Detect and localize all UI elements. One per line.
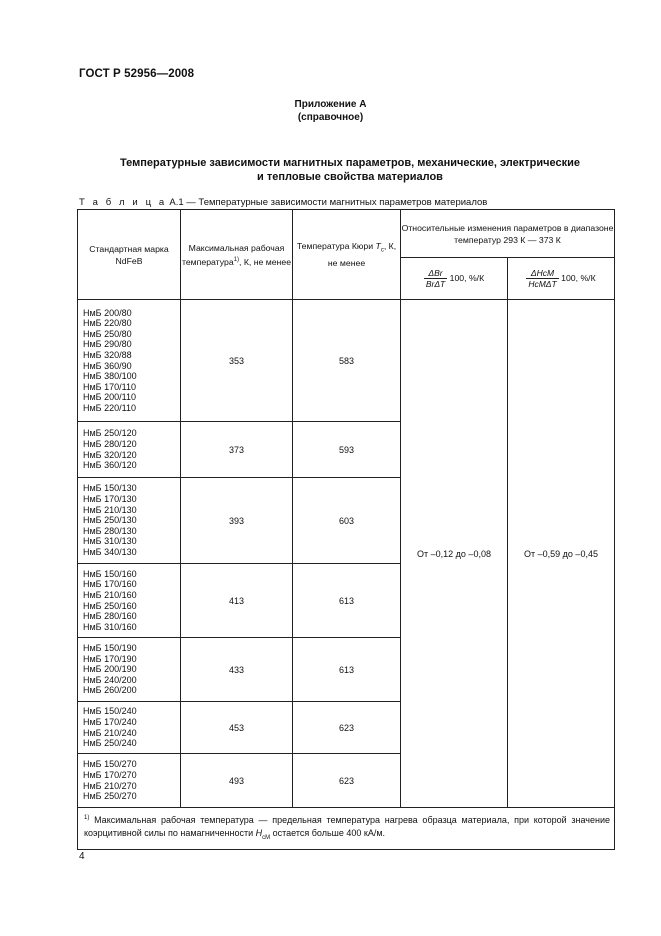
grade-item: НмБ 210/130: [83, 504, 137, 515]
max-temp-cell: 393: [181, 478, 293, 564]
section-title-line2: и тепловые свойства материалов: [257, 171, 443, 183]
curie-temp-cell: 623: [293, 702, 401, 754]
grade-item: НмБ 310/130: [83, 536, 137, 547]
hcm-denominator: HcMΔT: [528, 279, 557, 289]
header-relative-change: [401, 210, 615, 258]
grade-item: НмБ 210/270: [83, 780, 137, 791]
grade-list: [78, 638, 181, 702]
annex-type: (справочное): [297, 112, 364, 123]
grade-item: НмБ 250/80: [83, 328, 132, 339]
grade-item: НмБ 210/160: [83, 589, 137, 600]
grade-item: НмБ 170/190: [83, 653, 137, 664]
grade-item: НмБ 210/240: [83, 727, 137, 738]
grade-item: НмБ 170/130: [83, 494, 137, 505]
grade-item: НмБ 200/110: [83, 392, 136, 403]
header-max-temp: [181, 210, 293, 300]
br-denominator: BrΔT: [425, 279, 446, 289]
header-curie-suffix: , К, не менее: [327, 241, 397, 268]
curie-temp-cell: 603: [293, 478, 401, 564]
grade-item: НмБ 150/270: [83, 759, 137, 770]
grade-item: НмБ 290/80: [83, 339, 132, 350]
grade-item: НмБ 260/200: [83, 685, 137, 696]
max-temp-cell: 373: [181, 422, 293, 478]
header-relative-label: Относительные изменения параметров в диапазоне температур 293 К — 373 К: [401, 222, 614, 245]
grade-item: НмБ 250/130: [83, 515, 137, 526]
hcm-change-cell: От –0,59 до –0,45: [508, 300, 615, 808]
curie-subscript: c: [380, 247, 384, 254]
grade-item: НмБ 250/160: [83, 600, 137, 611]
header-grade-label: Стандартная марка NdFeB: [89, 243, 169, 266]
grade-list: [78, 478, 181, 564]
annex-heading: [0, 98, 661, 124]
grade-item: НмБ 340/130: [83, 546, 137, 557]
header-curie: [293, 210, 401, 300]
footnote-row: [78, 808, 615, 850]
header-max-temp-suffix: , К, не менее: [239, 256, 292, 267]
grade-item: НмБ 170/240: [83, 716, 137, 727]
br-change-cell: От –0,12 до –0,08: [401, 300, 508, 808]
grade-item: НмБ 360/120: [83, 460, 137, 471]
grade-item: НмБ 360/90: [83, 360, 132, 371]
grade-item: НмБ 240/200: [83, 674, 137, 685]
footnote-symbol: H: [255, 828, 263, 838]
grade-item: НмБ 170/160: [83, 579, 137, 590]
header-max-temp-label: Максимальная рабочая температура: [181, 242, 285, 267]
section-title-line1: Температурные зависимости магнитных параметров, механические, электрические: [119, 157, 580, 169]
grade-item: НмБ 250/240: [83, 738, 137, 749]
grade-item: НмБ 280/160: [83, 611, 137, 622]
grade-item: НмБ 280/130: [83, 525, 137, 536]
grade-item: НмБ 220/80: [83, 318, 132, 329]
header-br-formula: [401, 258, 508, 300]
footnote-ref: 1): [233, 256, 239, 263]
hcm-unit: 100, %/К: [561, 272, 596, 283]
page-number: 4: [79, 851, 85, 862]
grade-item: НмБ 150/130: [83, 483, 137, 494]
header-curie-label: Температура Кюри: [296, 241, 376, 252]
table-caption-text: А.1 — Температурные зависимости магнитных параметров материалов: [166, 197, 488, 208]
grade-item: НмБ 220/110: [83, 402, 136, 413]
grade-item: НмБ 280/120: [83, 438, 137, 449]
curie-temp-cell: 593: [293, 422, 401, 478]
grade-item: НмБ 200/80: [83, 307, 132, 318]
table-caption-prefix: Т а б л и ц а: [79, 197, 167, 208]
br-fraction: [424, 268, 447, 289]
standard-designation: ГОСТ Р 52956—2008: [79, 68, 195, 80]
section-title: [60, 156, 640, 184]
header-hcm-formula: [508, 258, 615, 300]
grade-item: НмБ 320/88: [83, 349, 132, 360]
footnote-mark: 1): [84, 815, 90, 821]
max-temp-cell: 413: [181, 564, 293, 638]
br-numerator: ΔBr: [424, 268, 447, 279]
magnetic-parameters-table: [77, 209, 615, 850]
footnote-text-1: Максимальная рабочая температура — предельная температура нагрева образца материала, при которой значение коэрцитивной силы по намагниченности: [84, 815, 610, 838]
grade-list: [78, 300, 181, 422]
grade-list: [78, 702, 181, 754]
grade-item: НмБ 170/110: [83, 381, 136, 392]
max-temp-cell: 453: [181, 702, 293, 754]
curie-temp-cell: 613: [293, 564, 401, 638]
curie-temp-cell: 613: [293, 638, 401, 702]
footnote-text-2: остается больше 400 кА/м.: [270, 828, 386, 838]
curie-symbol: T: [375, 241, 381, 252]
grade-list: [78, 564, 181, 638]
curie-temp-cell: 623: [293, 754, 401, 808]
grade-item: НмБ 310/160: [83, 621, 137, 632]
grade-item: НмБ 150/240: [83, 706, 137, 717]
annex-title: Приложение А: [294, 99, 367, 110]
max-temp-cell: 353: [181, 300, 293, 422]
grade-item: НмБ 250/120: [83, 428, 137, 439]
curie-temp-cell: 583: [293, 300, 401, 422]
grade-item: НмБ 200/190: [83, 664, 137, 675]
grade-list: [78, 422, 181, 478]
footnote-subscript: cM: [262, 834, 271, 841]
hcm-numerator: ΔHcM: [526, 268, 558, 279]
grade-item: НмБ 170/270: [83, 769, 137, 780]
footnote: [78, 808, 615, 850]
table-row: [78, 300, 615, 422]
br-unit: 100, %/К: [449, 272, 485, 283]
grade-item: НмБ 150/190: [83, 643, 137, 654]
table-caption: [79, 197, 487, 208]
grade-item: НмБ 250/270: [83, 791, 137, 802]
grade-item: НмБ 380/100: [83, 371, 137, 382]
max-temp-cell: 493: [181, 754, 293, 808]
grade-item: НмБ 320/120: [83, 449, 137, 460]
max-temp-cell: 433: [181, 638, 293, 702]
grade-list: [78, 754, 181, 808]
header-grade: [78, 210, 181, 300]
grade-item: НмБ 150/160: [83, 568, 137, 579]
hcm-fraction: [526, 268, 558, 289]
